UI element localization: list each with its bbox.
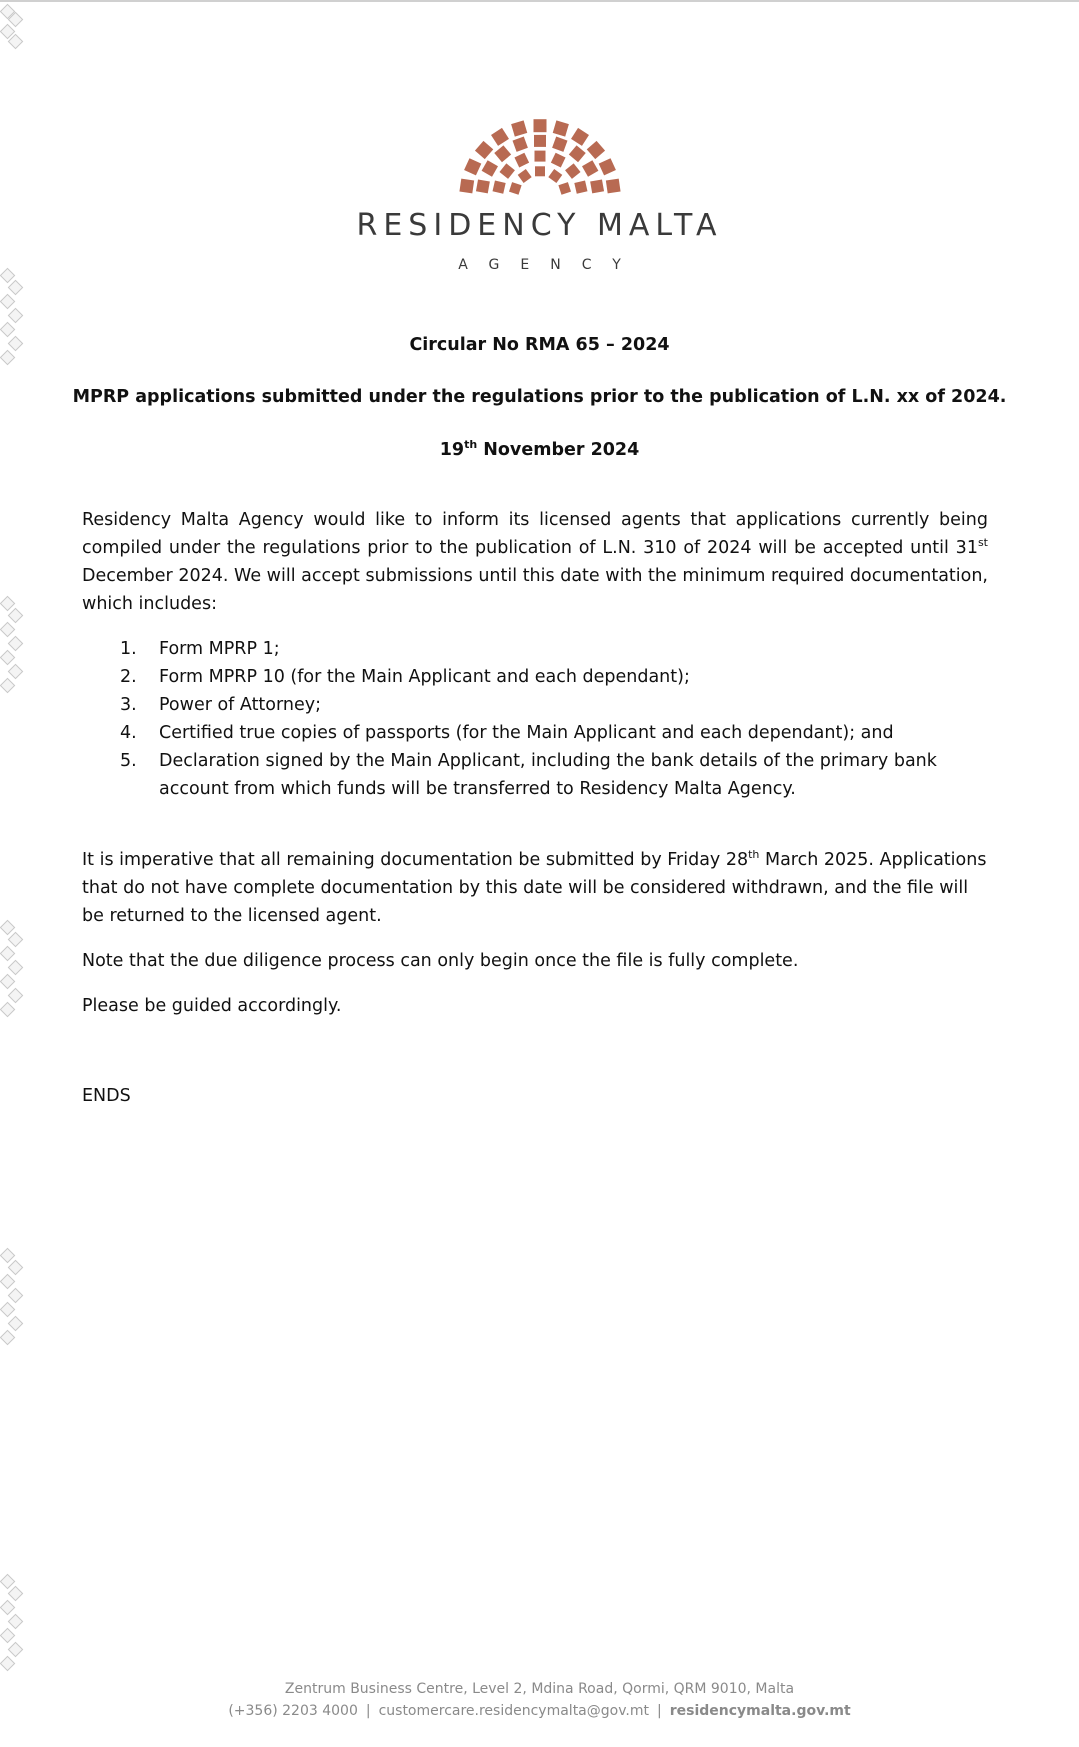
logo-tile [491, 128, 509, 146]
agency-subtitle: AGENCY [458, 257, 642, 273]
logo-tile [517, 169, 531, 183]
footer-phone: (+356) 2203 4000 [228, 1703, 358, 1719]
logo-tile [474, 141, 492, 159]
circular-subject: MPRP applications submitted under the regulations prior to the publication of L.N. xx of 2024. [72, 387, 1007, 407]
logo-tile [598, 158, 615, 175]
footer-contact [0, 1703, 1079, 1719]
logo-tile [492, 181, 505, 194]
logo-tile [586, 141, 604, 159]
footer-address: Zentrum Business Centre, Level 2, Mdina Road, Qormi, QRM 9010, Malta [284, 1681, 795, 1697]
logo-tile [494, 145, 511, 162]
logo-tile [548, 169, 562, 183]
logo-tile [590, 179, 604, 193]
list-item: 4. Certified true copies of passports (for the Main Applicant and each dependant); and [120, 723, 894, 743]
list-item: 2. Form MPRP 10 (for the Main Applicant and each dependant); [120, 667, 690, 687]
agency-name: RESIDENCY MALTA [356, 208, 723, 243]
edge-pattern [0, 920, 22, 1030]
circular-number: Circular No RMA 65 – 2024 [409, 335, 670, 355]
logo-tile [552, 120, 568, 136]
logo-tile [574, 181, 587, 194]
logo-tile [499, 163, 514, 178]
logo-tile [508, 182, 521, 195]
footer-separator: | [657, 1703, 662, 1719]
logo-tile [552, 137, 567, 152]
logo-tile [582, 160, 598, 176]
logo-tile [558, 182, 571, 195]
logo-tile [568, 145, 585, 162]
footer-email[interactable]: customercare.residencymalta@gov.mt [378, 1703, 649, 1719]
sunburst-logo-icon [445, 112, 635, 196]
logo-tile [514, 153, 529, 168]
edge-pattern [0, 596, 22, 706]
logo-tile [512, 137, 527, 152]
logo-tile [605, 179, 620, 194]
list-item: 5. Declaration signed by the Main Applicant, including the bank details of the primary bank account from which funds will be transferred to Residency Malta Agency. [120, 751, 937, 799]
logo-tile [475, 179, 489, 193]
edge-pattern [0, 1574, 22, 1684]
list-item: 3. Power of Attorney; [120, 695, 321, 715]
due-diligence-note: Note that the due diligence process can only begin once the file is fully complete. [82, 951, 799, 971]
list-item: 1. Form MPRP 1; [120, 639, 280, 659]
logo-tile [571, 128, 589, 146]
logo-tile [534, 151, 545, 162]
logo-tile [533, 119, 546, 132]
footer-separator: | [365, 1703, 371, 1719]
circular-date: 19th November 2024 [439, 438, 640, 460]
intro-paragraph: Residency Malta Agency would like to inform its licensed agents that applications currently being compiled under the regulations prior to the publication of L.N. 310 of 2024 will be accepted until 31st December 2024. We will accept submissions until this date with the minimum required documentation, which includes: [82, 510, 988, 614]
guidance-line: Please be guided accordingly. [82, 996, 342, 1016]
agency-logo-mark [0, 112, 1079, 196]
edge-pattern [0, 4, 22, 54]
edge-pattern [0, 268, 22, 378]
logo-tile [511, 120, 527, 136]
edge-pattern [0, 1248, 22, 1358]
logo-tile [464, 158, 481, 175]
deadline-paragraph: It is imperative that all remaining documentation be submitted by Friday 28th March 2025. Applications that do not have complete documentation by this date will be considered withdrawn, and the file will be returned to the licensed agent. [82, 848, 987, 926]
footer-website[interactable]: residencymalta.gov.mt [669, 1703, 851, 1719]
logo-tile [565, 163, 580, 178]
logo-tile [534, 135, 546, 147]
ends-marker: ENDS [82, 1086, 131, 1106]
logo-tile [550, 153, 565, 168]
top-border [0, 0, 1079, 2]
logo-tile [535, 166, 545, 176]
required-documents-list [82, 635, 988, 803]
logo-tile [459, 179, 474, 194]
logo-tile [481, 160, 497, 176]
